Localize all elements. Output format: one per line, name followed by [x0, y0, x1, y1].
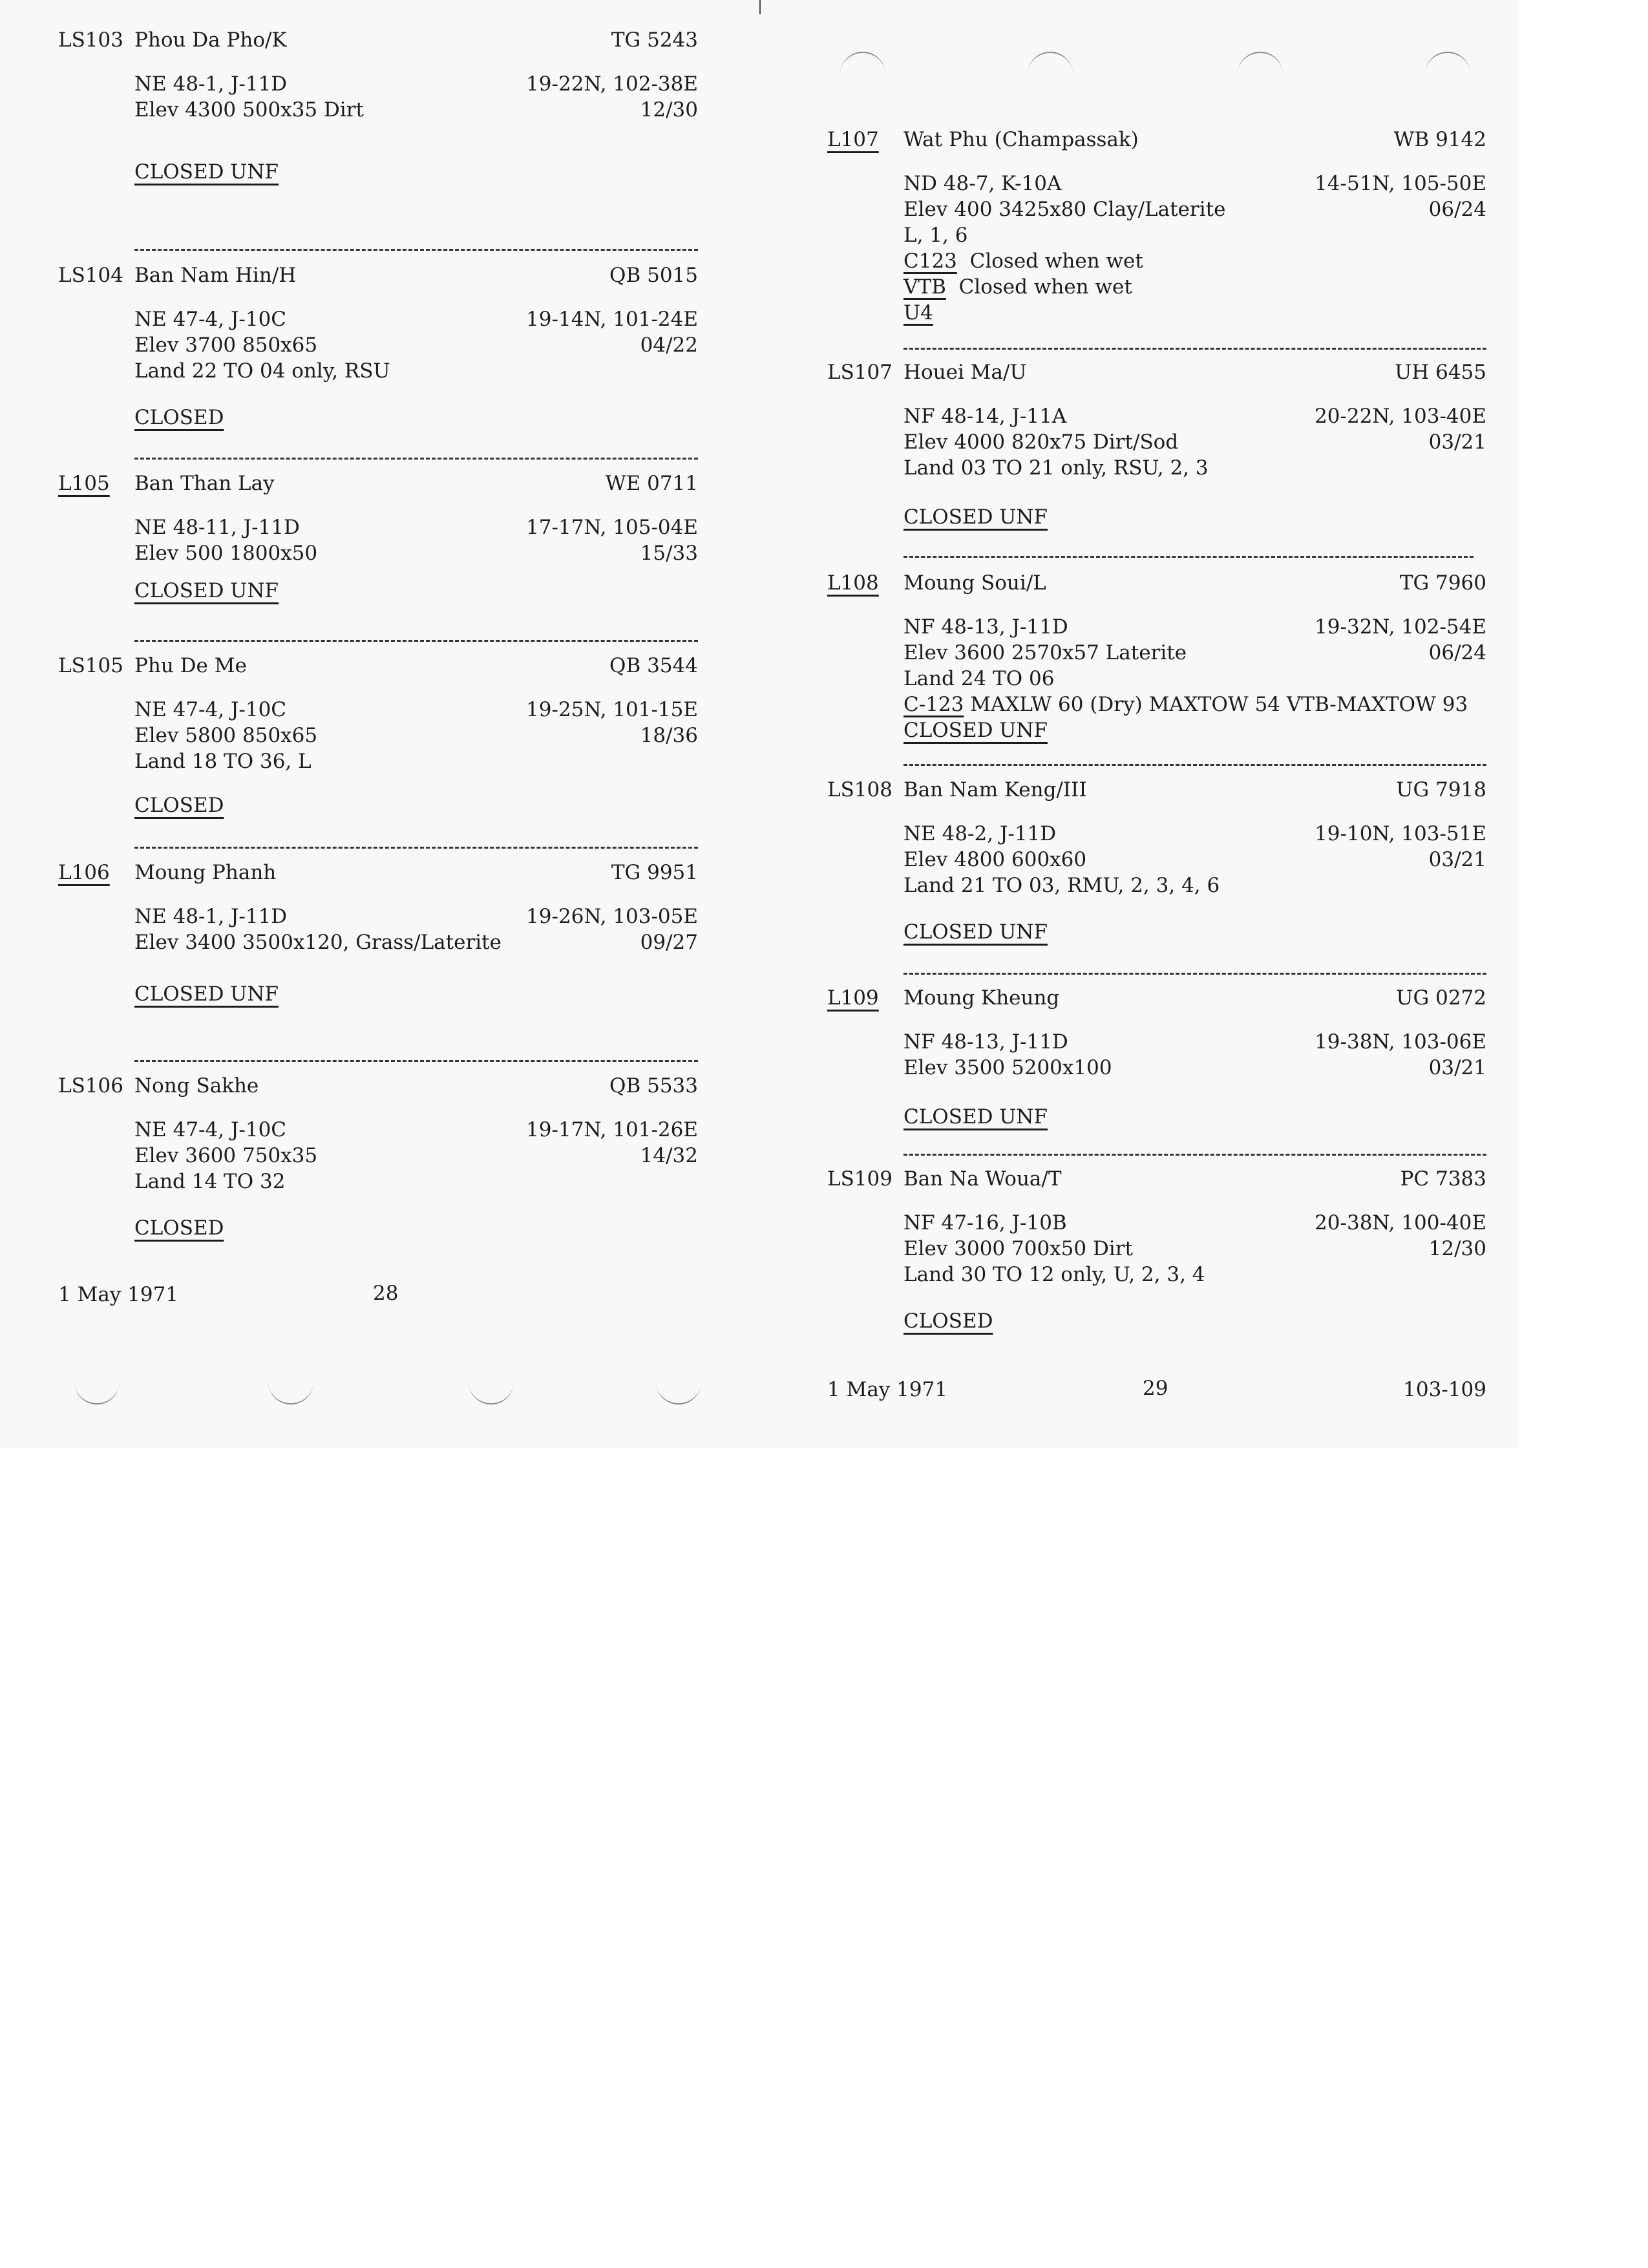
- airfield-id: LS106: [58, 1074, 123, 1097]
- detail-value: 17-17N, 105-04E: [526, 516, 698, 539]
- airfield-name: Moung Soui/L: [903, 571, 1046, 595]
- detail-text: Elev 4300 500x35 Dirt: [134, 98, 364, 122]
- detail-value: 14/32: [640, 1144, 698, 1167]
- grid-reference: UG 0272: [1396, 986, 1486, 1010]
- detail-text: Elev 4800 600x60: [903, 848, 1087, 871]
- detail-text: Elev 4000 820x75 Dirt/Sod: [903, 430, 1179, 454]
- airfield-id: L105: [58, 472, 110, 495]
- detail-value: 18/36: [640, 724, 698, 747]
- footer-date: 1 May 1971: [827, 1378, 948, 1401]
- airfield-id: L108: [827, 571, 879, 595]
- detail-text: NE 48-1, J-11D: [134, 905, 288, 928]
- separator: [903, 764, 1486, 766]
- detail-value: 03/21: [1428, 430, 1486, 454]
- detail-text: Elev 3400 3500x120, Grass/Laterite: [134, 931, 502, 954]
- airfield-name: Moung Phanh: [134, 861, 277, 884]
- aircraft-type: C123: [903, 249, 957, 273]
- airfield-name: Ban Nam Hin/H: [134, 264, 297, 287]
- page-number: 28: [373, 1282, 399, 1305]
- detail-value: 03/21: [1428, 848, 1486, 871]
- airfield-entry: [827, 359, 1486, 530]
- airfield-name: Ban Na Woua/T: [903, 1167, 1062, 1191]
- airfield-entry: [827, 570, 1486, 743]
- airfield-id: L107: [827, 128, 879, 151]
- detail-value: 19-17N, 101-26E: [526, 1118, 698, 1141]
- detail-text: Elev 3600 2570x57 Laterite: [903, 641, 1187, 664]
- detail-value: 14-51N, 105-50E: [1315, 172, 1486, 195]
- detail-value: 12/30: [1428, 1237, 1486, 1260]
- detail-value: 03/21: [1428, 1056, 1486, 1079]
- detail-value: 19-22N, 102-38E: [526, 72, 698, 96]
- detail-text: Land 22 TO 04 only, RSU: [134, 359, 390, 383]
- detail-value: 12/30: [640, 98, 698, 122]
- detail-value: 19-26N, 103-05E: [526, 905, 698, 928]
- aircraft-type: C-123: [903, 693, 964, 716]
- detail-value: 19-32N, 102-54E: [1315, 615, 1486, 639]
- detail-text: ND 48-7, K-10A: [903, 172, 1062, 195]
- status-label: CLOSED: [134, 794, 224, 817]
- airfield-entry: [827, 127, 1486, 326]
- detail-value: 19-14N, 101-24E: [526, 308, 698, 331]
- airfield-id: LS109: [827, 1167, 893, 1191]
- airfield-entry: [827, 777, 1486, 945]
- detail-text: Elev 400 3425x80 Clay/Laterite: [903, 198, 1226, 221]
- detail-text: L, 1, 6: [903, 224, 968, 247]
- detail-text: Land 18 TO 36, L: [134, 750, 312, 773]
- grid-reference: TG 5243: [611, 28, 698, 52]
- status-label: CLOSED: [134, 406, 224, 429]
- detail-text: NF 48-13, J-11D: [903, 615, 1068, 639]
- airfield-id: L109: [827, 986, 879, 1010]
- detail-value: 06/24: [1428, 641, 1486, 664]
- detail-value: 20-38N, 100-40E: [1315, 1211, 1486, 1235]
- airfield-name: Ban Than Lay: [134, 472, 275, 495]
- separator: [903, 556, 1474, 558]
- airfield-id: LS104: [58, 264, 123, 287]
- grid-reference: PC 7383: [1400, 1167, 1486, 1191]
- status-label: CLOSED UNF: [134, 982, 279, 1006]
- airfield-entry: [58, 1073, 698, 1241]
- aircraft-limits: MAXLW 60 (Dry) MAXTOW 54 VTB-MAXTOW 93: [970, 693, 1468, 716]
- detail-text: Elev 500 1800x50: [134, 542, 318, 565]
- airfield-entry: [58, 262, 698, 430]
- grid-reference: TG 9951: [611, 861, 698, 884]
- separator: [134, 847, 698, 849]
- detail-text: Land 24 TO 06: [903, 667, 1055, 690]
- grid-reference: UH 6455: [1395, 361, 1486, 384]
- detail-text: Elev 3700 850x65: [134, 334, 318, 357]
- airfield-entry: [58, 860, 698, 1007]
- page-fold-mark: [759, 0, 761, 14]
- detail-text: NE 48-1, J-11D: [134, 72, 288, 96]
- detail-text: Land 30 TO 12 only, U, 2, 3, 4: [903, 1263, 1205, 1286]
- grid-reference: QB 5015: [609, 264, 698, 287]
- detail-value: 19-38N, 103-06E: [1315, 1030, 1486, 1054]
- detail-text: NF 48-13, J-11D: [903, 1030, 1068, 1054]
- status-label: CLOSED UNF: [903, 719, 1048, 742]
- status-label: CLOSED UNF: [903, 1105, 1048, 1129]
- grid-reference: UG 7918: [1396, 778, 1486, 801]
- separator: [134, 458, 698, 460]
- detail-value: 19-25N, 101-15E: [526, 698, 698, 721]
- status-label: CLOSED: [134, 1216, 224, 1240]
- detail-text: NF 47-16, J-10B: [903, 1211, 1067, 1235]
- airfield-entry: [58, 27, 698, 185]
- detail-text: NE 47-4, J-10C: [134, 308, 287, 331]
- page-range: 103-109: [1403, 1378, 1486, 1401]
- detail-text: Land 14 TO 32: [134, 1170, 286, 1193]
- grid-reference: WE 0711: [605, 472, 698, 495]
- grid-reference: WB 9142: [1393, 128, 1486, 151]
- airfield-name: Houei Ma/U: [903, 361, 1027, 384]
- status-label: CLOSED: [903, 1309, 993, 1333]
- status-label: CLOSED UNF: [134, 579, 279, 602]
- detail-text: Elev 3000 700x50 Dirt: [903, 1237, 1134, 1260]
- detail-text: NF 48-14, J-11A: [903, 405, 1067, 428]
- airfield-entry: [827, 985, 1486, 1130]
- detail-text: NE 48-2, J-11D: [903, 822, 1057, 845]
- airfield-id: LS108: [827, 778, 893, 801]
- aircraft-note: Closed when wet: [969, 249, 1143, 273]
- separator: [134, 249, 698, 251]
- separator: [903, 973, 1486, 975]
- airfield-entry: [58, 471, 698, 604]
- airfield-id: LS105: [58, 654, 123, 677]
- detail-text: Elev 5800 850x65: [134, 724, 318, 747]
- airfield-name: Phou Da Pho/K: [134, 28, 287, 52]
- detail-value: 15/33: [640, 542, 698, 565]
- detail-value: 20-22N, 103-40E: [1315, 405, 1486, 428]
- airfield-id: LS103: [58, 28, 123, 52]
- airfield-entry: [58, 653, 698, 818]
- separator: [134, 1060, 698, 1062]
- airfield-entry: [827, 1166, 1486, 1334]
- airfield-id: LS107: [827, 361, 893, 384]
- separator: [134, 640, 698, 642]
- status-label: CLOSED UNF: [903, 505, 1048, 529]
- detail-text: NE 47-4, J-10C: [134, 698, 287, 721]
- airfield-name: Wat Phu (Champassak): [903, 128, 1139, 151]
- status-label: CLOSED UNF: [903, 920, 1048, 944]
- page-number: 29: [1143, 1377, 1168, 1400]
- aircraft-note: Closed when wet: [958, 275, 1132, 299]
- detail-value: 19-10N, 103-51E: [1315, 822, 1486, 845]
- airfield-name: Moung Kheung: [903, 986, 1060, 1010]
- aircraft-type: VTB: [903, 275, 946, 299]
- detail-value: 04/22: [640, 334, 698, 357]
- grid-reference: QB 3544: [609, 654, 698, 677]
- detail-text: Land 21 TO 03, RMU, 2, 3, 4, 6: [903, 874, 1220, 897]
- airfield-name: Phu De Me: [134, 654, 247, 677]
- airfield-name: Ban Nam Keng/III: [903, 778, 1087, 801]
- airfield-name: Nong Sakhe: [134, 1074, 259, 1097]
- detail-text: NE 47-4, J-10C: [134, 1118, 287, 1141]
- aircraft-type: U4: [903, 301, 933, 324]
- separator: [903, 348, 1486, 350]
- detail-value: 06/24: [1428, 198, 1486, 221]
- detail-value: 09/27: [640, 931, 698, 954]
- airfield-id: L106: [58, 861, 110, 884]
- detail-text: Elev 3500 5200x100: [903, 1056, 1112, 1079]
- grid-reference: TG 7960: [1399, 571, 1486, 595]
- grid-reference: QB 5533: [609, 1074, 698, 1097]
- footer-date: 1 May 1971: [58, 1283, 179, 1306]
- detail-text: Land 03 TO 21 only, RSU, 2, 3: [903, 456, 1209, 480]
- separator: [903, 1154, 1486, 1156]
- detail-text: Elev 3600 750x35: [134, 1144, 318, 1167]
- detail-text: NE 48-11, J-11D: [134, 516, 300, 539]
- status-label: CLOSED UNF: [134, 160, 279, 184]
